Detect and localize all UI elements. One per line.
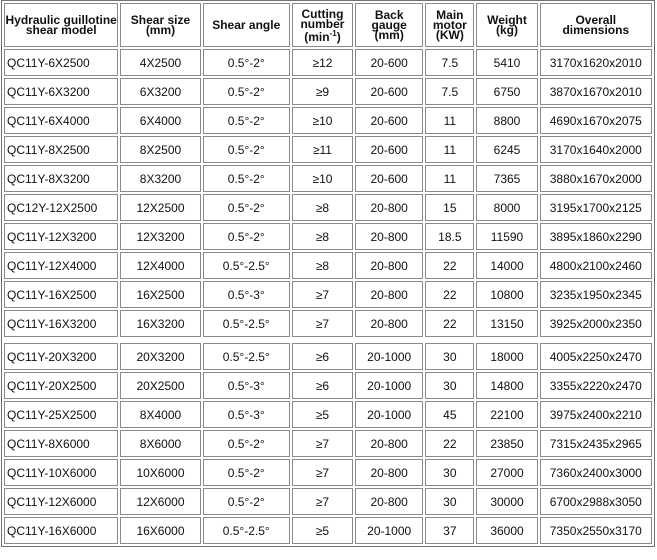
- cell-shear-angle: 0.5°-2.5°: [203, 343, 290, 370]
- cell-cutting-number: ≥8: [292, 194, 353, 221]
- cell-cutting-number: ≥7: [292, 488, 353, 515]
- cell-weight: 11590: [476, 223, 537, 250]
- table-row: [4, 517, 652, 544]
- table-row: [4, 136, 652, 163]
- cell-overall-dimensions: 3170x1640x2000: [540, 136, 652, 163]
- cell-weight: 22100: [476, 401, 537, 428]
- table-row: [4, 194, 652, 221]
- cell-cutting-number: ≥9: [292, 78, 353, 105]
- cell-back-gauge: 20-800: [355, 281, 423, 308]
- cell-overall-dimensions: 4690x1670x2075: [540, 107, 652, 134]
- cell-shear-size: 10X6000: [120, 459, 200, 486]
- cell-overall-dimensions: 7315x2435x2965: [540, 430, 652, 457]
- cell-shear-size: 12X6000: [120, 488, 200, 515]
- cell-main-motor: 30: [425, 343, 474, 370]
- cutting-unit-close: ): [336, 29, 341, 44]
- cell-back-gauge: 20-1000: [355, 517, 423, 544]
- cell-cutting-number: ≥6: [292, 372, 353, 399]
- table-gap: [4, 339, 652, 341]
- cell-shear-size: 12X3200: [120, 223, 200, 250]
- cell-main-motor: 45: [425, 401, 474, 428]
- cell-weight: 8800: [476, 107, 537, 134]
- cell-weight: 23850: [476, 430, 537, 457]
- cell-model: QC11Y-10X6000: [4, 459, 118, 486]
- cell-cutting-number: ≥5: [292, 401, 353, 428]
- cell-overall-dimensions: 3170x1620x2010: [540, 49, 652, 76]
- cell-shear-angle: 0.5°-2.5°: [203, 517, 290, 544]
- cell-cutting-number: ≥7: [292, 310, 353, 337]
- cutting-number-label: Cutting number: [300, 6, 345, 31]
- header-row: [4, 3, 652, 47]
- table-body-upper: [4, 49, 652, 337]
- cell-shear-size: 20X3200: [120, 343, 200, 370]
- cell-back-gauge: 20-800: [355, 194, 423, 221]
- cell-shear-size: 16X3200: [120, 310, 200, 337]
- cell-shear-size: 4X2500: [120, 49, 200, 76]
- cell-cutting-number: ≥5: [292, 517, 353, 544]
- cell-weight: 13150: [476, 310, 537, 337]
- cell-overall-dimensions: 3235x1950x2345: [540, 281, 652, 308]
- table-row: [4, 223, 652, 250]
- cutting-unit-base: (min: [304, 29, 330, 44]
- cell-overall-dimensions: 4800x2100x2460: [540, 252, 652, 279]
- cell-back-gauge: 20-800: [355, 310, 423, 337]
- table-row: [4, 401, 652, 428]
- cell-main-motor: 22: [425, 310, 474, 337]
- cell-main-motor: 11: [425, 107, 474, 134]
- header-weight: Weight (kg): [476, 3, 537, 47]
- header-shear-size: Shear size (mm): [120, 3, 200, 47]
- cell-shear-size: 12X2500: [120, 194, 200, 221]
- cell-model: QC11Y-16X6000: [4, 517, 118, 544]
- cell-main-motor: 18.5: [425, 223, 474, 250]
- cell-model: QC11Y-12X4000: [4, 252, 118, 279]
- cell-weight: 10800: [476, 281, 537, 308]
- cell-weight: 6245: [476, 136, 537, 163]
- cell-cutting-number: ≥10: [292, 165, 353, 192]
- cell-weight: 5410: [476, 49, 537, 76]
- cell-cutting-number: ≥7: [292, 281, 353, 308]
- cell-cutting-number: ≥10: [292, 107, 353, 134]
- cell-overall-dimensions: 3880x1670x2000: [540, 165, 652, 192]
- table-row: [4, 78, 652, 105]
- cell-main-motor: 30: [425, 488, 474, 515]
- cell-shear-size: 6X3200: [120, 78, 200, 105]
- cell-weight: 18000: [476, 343, 537, 370]
- cell-main-motor: 30: [425, 459, 474, 486]
- gap-cell: [4, 339, 652, 341]
- cell-weight: 6750: [476, 78, 537, 105]
- cell-model: QC12Y-12X2500: [4, 194, 118, 221]
- table-row: [4, 281, 652, 308]
- cell-shear-angle: 0.5°-2°: [203, 488, 290, 515]
- table-row: [4, 372, 652, 399]
- gap-row: [4, 339, 652, 341]
- table-row: [4, 252, 652, 279]
- cell-overall-dimensions: 4005x2250x2470: [540, 343, 652, 370]
- cell-model: QC11Y-16X3200: [4, 310, 118, 337]
- cell-main-motor: 22: [425, 281, 474, 308]
- table-body-lower: [4, 343, 652, 544]
- header-back-gauge: Back gauge (mm): [355, 3, 423, 47]
- cell-main-motor: 11: [425, 136, 474, 163]
- cell-shear-size: 8X4000: [120, 401, 200, 428]
- cell-main-motor: 22: [425, 252, 474, 279]
- cell-overall-dimensions: 6700x2988x3050: [540, 488, 652, 515]
- cell-cutting-number: ≥7: [292, 459, 353, 486]
- header-model: Hydraulic guillotine shear model: [4, 3, 118, 47]
- cell-model: QC11Y-8X6000: [4, 430, 118, 457]
- cell-cutting-number: ≥7: [292, 430, 353, 457]
- cell-overall-dimensions: 3975x2400x2210: [540, 401, 652, 428]
- cell-model: QC11Y-6X2500: [4, 49, 118, 76]
- cell-overall-dimensions: 3195x1700x2125: [540, 194, 652, 221]
- cell-weight: 36000: [476, 517, 537, 544]
- cell-main-motor: 15: [425, 194, 474, 221]
- cell-shear-size: 20X2500: [120, 372, 200, 399]
- cell-shear-angle: 0.5°-2°: [203, 49, 290, 76]
- cell-cutting-number: ≥8: [292, 252, 353, 279]
- cell-shear-size: 8X3200: [120, 165, 200, 192]
- table-row: [4, 165, 652, 192]
- table-row: [4, 49, 652, 76]
- header-cutting-number: [292, 3, 353, 47]
- cell-main-motor: 7.5: [425, 49, 474, 76]
- cell-weight: 8000: [476, 194, 537, 221]
- cell-cutting-number: ≥6: [292, 343, 353, 370]
- cell-back-gauge: 20-800: [355, 223, 423, 250]
- cell-weight: 30000: [476, 488, 537, 515]
- cell-back-gauge: 20-600: [355, 49, 423, 76]
- cell-shear-angle: 0.5°-2°: [203, 459, 290, 486]
- cell-back-gauge: 20-1000: [355, 343, 423, 370]
- cell-overall-dimensions: 3925x2000x2350: [540, 310, 652, 337]
- table-row: [4, 107, 652, 134]
- cell-shear-size: 12X4000: [120, 252, 200, 279]
- table-row: [4, 343, 652, 370]
- cell-shear-size: 16X2500: [120, 281, 200, 308]
- cell-back-gauge: 20-1000: [355, 372, 423, 399]
- cell-back-gauge: 20-1000: [355, 401, 423, 428]
- table-row: [4, 488, 652, 515]
- cell-overall-dimensions: 3895x1860x2290: [540, 223, 652, 250]
- cell-model: QC11Y-6X4000: [4, 107, 118, 134]
- cell-model: QC11Y-12X6000: [4, 488, 118, 515]
- cell-weight: 7365: [476, 165, 537, 192]
- cell-model: QC11Y-8X2500: [4, 136, 118, 163]
- cell-cutting-number: ≥12: [292, 49, 353, 76]
- cell-shear-size: 8X6000: [120, 430, 200, 457]
- cell-back-gauge: 20-800: [355, 430, 423, 457]
- cell-shear-angle: 0.5°-2.5°: [203, 310, 290, 337]
- cell-shear-angle: 0.5°-2°: [203, 223, 290, 250]
- table-row: [4, 310, 652, 337]
- cell-back-gauge: 20-800: [355, 488, 423, 515]
- cell-main-motor: 11: [425, 165, 474, 192]
- shear-spec-table: [1, 0, 655, 547]
- cell-shear-angle: 0.5°-3°: [203, 401, 290, 428]
- cell-back-gauge: 20-800: [355, 459, 423, 486]
- header-overall-dimensions: Overall dimensions: [540, 3, 652, 47]
- cell-shear-size: 16X6000: [120, 517, 200, 544]
- cell-shear-angle: 0.5°-2°: [203, 78, 290, 105]
- cutting-unit-sup: -1: [329, 28, 337, 38]
- table-row: [4, 430, 652, 457]
- cell-back-gauge: 20-600: [355, 136, 423, 163]
- cell-shear-angle: 0.5°-2°: [203, 194, 290, 221]
- cell-weight: 27000: [476, 459, 537, 486]
- header-main-motor: Main motor (KW): [425, 3, 474, 47]
- cell-model: QC11Y-12X3200: [4, 223, 118, 250]
- cell-weight: 14800: [476, 372, 537, 399]
- cell-back-gauge: 20-800: [355, 252, 423, 279]
- cell-model: QC11Y-25X2500: [4, 401, 118, 428]
- cell-shear-size: 8X2500: [120, 136, 200, 163]
- cell-main-motor: 30: [425, 372, 474, 399]
- cell-shear-size: 6X4000: [120, 107, 200, 134]
- cell-shear-angle: 0.5°-2°: [203, 430, 290, 457]
- cell-main-motor: 7.5: [425, 78, 474, 105]
- cell-cutting-number: ≥8: [292, 223, 353, 250]
- cell-overall-dimensions: 7350x2550x3170: [540, 517, 652, 544]
- cell-model: QC11Y-8X3200: [4, 165, 118, 192]
- cell-back-gauge: 20-600: [355, 107, 423, 134]
- cell-weight: 14000: [476, 252, 537, 279]
- header-shear-angle: Shear angle: [203, 3, 290, 47]
- cell-main-motor: 37: [425, 517, 474, 544]
- cell-back-gauge: 20-600: [355, 165, 423, 192]
- cell-model: QC11Y-20X2500: [4, 372, 118, 399]
- cell-shear-angle: 0.5°-2°: [203, 165, 290, 192]
- cell-shear-angle: 0.5°-2.5°: [203, 252, 290, 279]
- table-row: [4, 459, 652, 486]
- cell-back-gauge: 20-600: [355, 78, 423, 105]
- cell-shear-angle: 0.5°-3°: [203, 281, 290, 308]
- cell-shear-angle: 0.5°-2°: [203, 136, 290, 163]
- cell-model: QC11Y-6X3200: [4, 78, 118, 105]
- cell-overall-dimensions: 3355x2220x2470: [540, 372, 652, 399]
- cell-overall-dimensions: 7360x2400x3000: [540, 459, 652, 486]
- cell-cutting-number: ≥11: [292, 136, 353, 163]
- cell-overall-dimensions: 3870x1670x2010: [540, 78, 652, 105]
- cell-shear-angle: 0.5°-3°: [203, 372, 290, 399]
- cell-shear-angle: 0.5°-2°: [203, 107, 290, 134]
- cell-main-motor: 22: [425, 430, 474, 457]
- spec-table-wrapper: [1, 0, 655, 547]
- cell-model: QC11Y-16X2500: [4, 281, 118, 308]
- cell-model: QC11Y-20X3200: [4, 343, 118, 370]
